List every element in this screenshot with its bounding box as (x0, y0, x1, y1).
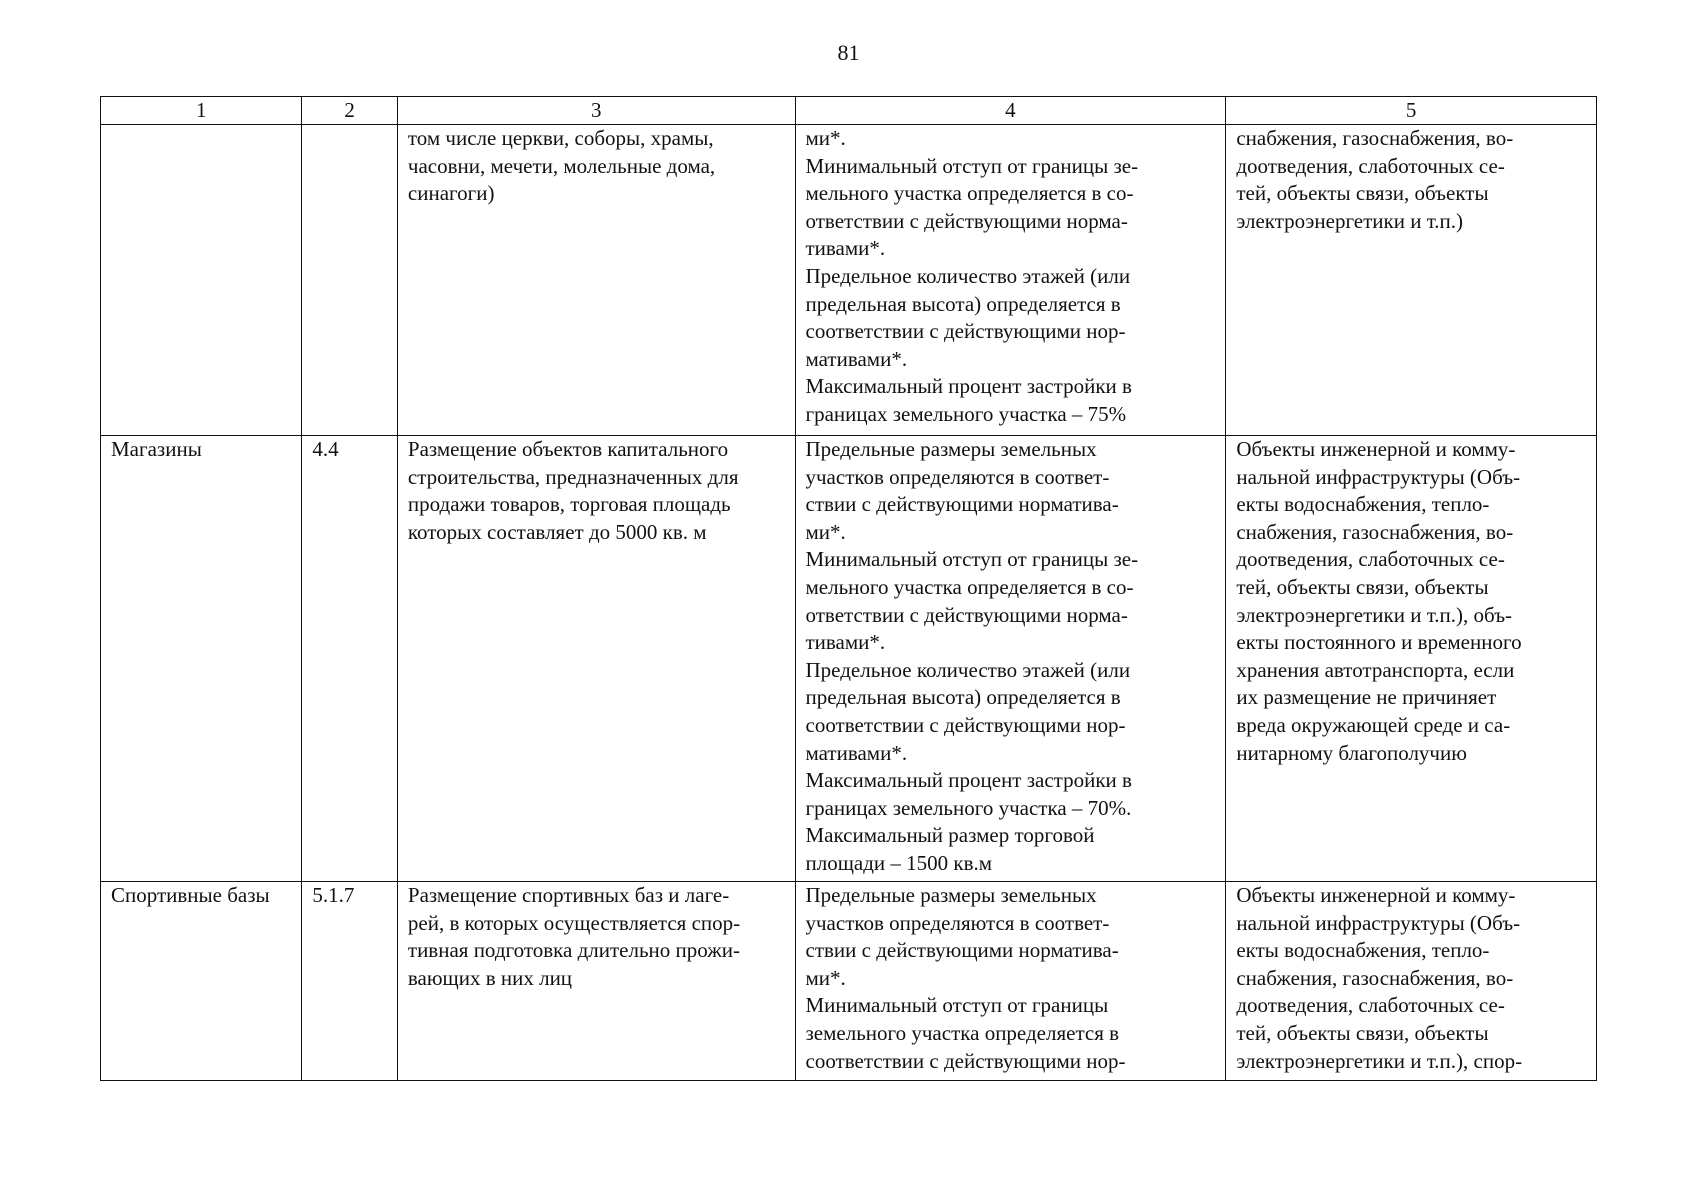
header-row (101, 97, 1597, 125)
cell-text-line: доотведения, слаботочных се- (1236, 547, 1505, 572)
cell-text-line: снабжения, газоснабжения, во- (1236, 126, 1514, 150)
cell-text-line: Предельное количество этажей (или (805, 657, 1131, 682)
cell-text-line: доотведения, слаботочных се- (1236, 993, 1505, 1018)
cell-text-line: земельного участка определяется в (805, 1020, 1120, 1045)
cell-text-line: вреда окружающей среде и са- (1236, 712, 1511, 737)
cell-text-line: екты постоянного и временного (1236, 630, 1522, 655)
cell-text-line: 4.4 (312, 437, 339, 461)
parameters-cell (795, 882, 1226, 1081)
cell-text-line: нальной инфраструктуры (Объ- (1236, 464, 1521, 489)
cell-text-line: мельного участка определяется в со- (805, 574, 1134, 599)
cell-text-line: хранения автотранспорта, если (1236, 657, 1515, 682)
auxiliary-objects-cell (1226, 882, 1597, 1081)
cell-text-line: соответствии с действующими нор- (805, 1048, 1126, 1073)
cell-text-line: синагоги) (407, 181, 495, 206)
cell-text-line: ответствии с действующими норма- (805, 208, 1128, 233)
header-cell-4: 4 (795, 97, 1226, 125)
use-description-cell (397, 125, 795, 436)
cell-text-line: соответствии с действующими нор- (805, 712, 1126, 737)
cell-text-line: Максимальный размер торговой (805, 823, 1095, 848)
table-row (101, 882, 1597, 1081)
header-cell-5: 5 (1226, 97, 1597, 125)
cell-text-line: тивная подготовка длительно прожи- (407, 938, 740, 963)
cell-text-line: ми*. (805, 126, 846, 150)
use-name-cell (101, 882, 302, 1081)
cell-text-line: Максимальный процент застройки в (805, 374, 1132, 399)
cell-text-line: том числе церкви, соборы, храмы, (407, 126, 714, 150)
page-number: 81 (837, 40, 860, 65)
cell-text-line: тивами*. (805, 630, 886, 655)
cell-text-line: Магазины (111, 437, 202, 461)
header-cell-1: 1 (101, 97, 302, 125)
cell-text-line: электроэнергетики и т.п.) (1236, 208, 1464, 233)
cell-text-line: Минимальный отступ от границы зе- (805, 153, 1139, 178)
parameters-cell (795, 125, 1226, 436)
cell-text-line: Размещение спортивных баз и лаге- (407, 883, 730, 907)
cell-text-line: мельного участка определяется в со- (805, 181, 1134, 206)
header-cell-2: 2 (302, 97, 398, 125)
cell-text-line: Объекты инженерной и комму- (1236, 883, 1516, 907)
cell-text-line: строительства, предназначенных для (407, 464, 739, 489)
cell-text-line: мативами*. (805, 346, 908, 371)
cell-text-line: ствии с действующими норматива- (805, 492, 1119, 517)
cell-text-line: продажи товаров, торговая площадь (407, 492, 731, 517)
cell-text-line: ствии с действующими норматива- (805, 938, 1119, 963)
parameters-cell (795, 436, 1226, 882)
cell-text-line: ми*. (805, 519, 846, 544)
cell-text-line: электроэнергетики и т.п.), объ- (1236, 602, 1513, 627)
cell-text-line: участков определяются в соответ- (805, 464, 1110, 489)
cell-text-line: екты водоснабжения, тепло- (1236, 492, 1490, 517)
cell-text-line: ми*. (805, 965, 846, 990)
header-cell-3: 3 (397, 97, 795, 125)
cell-text-line: екты водоснабжения, тепло- (1236, 938, 1490, 963)
cell-text-line: их размещение не причиняет (1236, 685, 1497, 710)
use-description-cell (397, 436, 795, 882)
cell-text-line: которых составляет до 5000 кв. м (407, 519, 707, 544)
cell-text-line: вающих в них лиц (407, 965, 573, 990)
land-use-table (100, 96, 1597, 1081)
cell-text-line: Размещение объектов капитального (407, 437, 729, 461)
cell-text-line: доотведения, слаботочных се- (1236, 153, 1505, 178)
table-row (101, 125, 1597, 436)
cell-text-line: нитарному благополучию (1236, 740, 1467, 765)
cell-text-line: часовни, мечети, молельные дома, (407, 153, 716, 178)
cell-text-line: электроэнергетики и т.п.), спор- (1236, 1048, 1523, 1073)
cell-text-line: границах земельного участка – 75% (805, 401, 1127, 426)
table-row (101, 436, 1597, 882)
cell-text-line: снабжения, газоснабжения, во- (1236, 965, 1514, 990)
cell-text-line: снабжения, газоснабжения, во- (1236, 519, 1514, 544)
cell-text-line: Спортивные базы (111, 883, 270, 907)
cell-text-line: Объекты инженерной и комму- (1236, 437, 1516, 461)
cell-text-line: тей, объекты связи, объекты (1236, 1020, 1489, 1045)
use-code-cell (302, 882, 398, 1081)
cell-text-line: мативами*. (805, 740, 908, 765)
cell-text-line: Предельные размеры земельных (805, 437, 1097, 461)
cell-text-line: Минимальный отступ от границы (805, 993, 1109, 1018)
cell-text-line: Предельное количество этажей (или (805, 263, 1131, 288)
cell-text-line: соответствии с действующими нор- (805, 319, 1126, 344)
cell-text-line: 5.1.7 (312, 883, 355, 907)
use-code-cell (302, 436, 398, 882)
cell-text-line: участков определяются в соответ- (805, 910, 1110, 935)
cell-text-line: Предельные размеры земельных (805, 883, 1097, 907)
cell-text-line: рей, в которых осуществляется спор- (407, 910, 741, 935)
cell-text-line: границах земельного участка – 70%. (805, 795, 1132, 820)
auxiliary-objects-cell (1226, 436, 1597, 882)
use-name-cell (101, 125, 302, 436)
cell-text-line: площади – 1500 кв.м (805, 850, 993, 875)
use-code-cell (302, 125, 398, 436)
cell-text-line: тей, объекты связи, объекты (1236, 181, 1489, 206)
cell-text-line: Минимальный отступ от границы зе- (805, 547, 1139, 572)
use-description-cell (397, 882, 795, 1081)
cell-text-line: ответствии с действующими норма- (805, 602, 1128, 627)
cell-text-line: предельная высота) определяется в (805, 685, 1121, 710)
cell-text-line: нальной инфраструктуры (Объ- (1236, 910, 1521, 935)
auxiliary-objects-cell (1226, 125, 1597, 436)
cell-text-line: тей, объекты связи, объекты (1236, 574, 1489, 599)
cell-text-line: предельная высота) определяется в (805, 291, 1121, 316)
cell-text-line: тивами*. (805, 236, 886, 261)
cell-text-line: Максимальный процент застройки в (805, 768, 1132, 793)
use-name-cell (101, 436, 302, 882)
